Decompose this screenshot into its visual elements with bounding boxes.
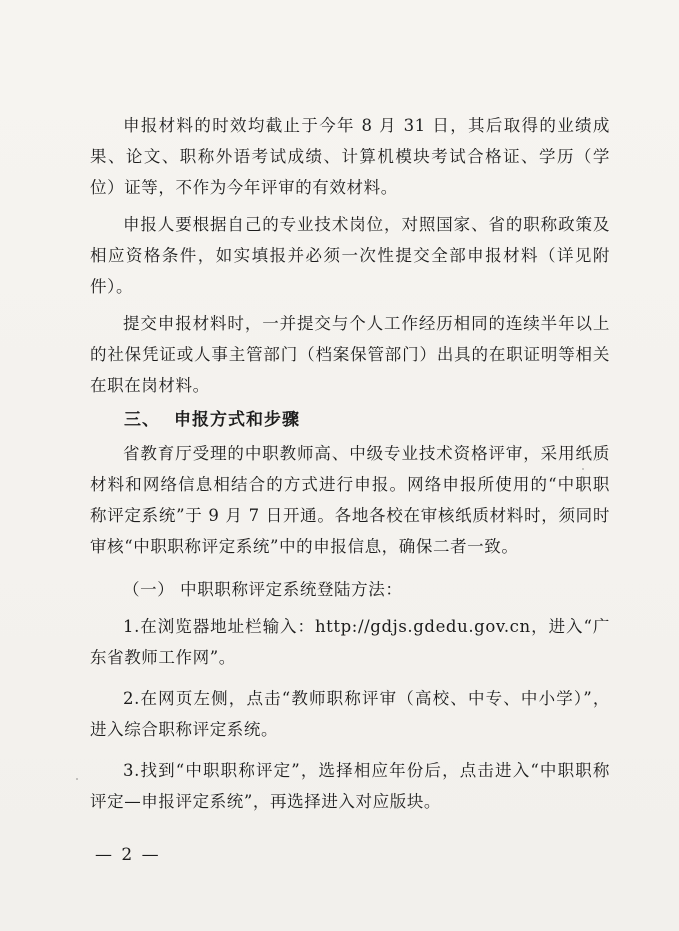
document-body <box>90 108 610 817</box>
scan-speck <box>76 778 78 780</box>
subheading-login-method: （一） 中职职称评定系统登陆方法： <box>123 580 403 599</box>
paragraph-deadline: 申报材料的时效均截止于今年 8 月 31 日，其后取得的业绩成果、论文、职称外语考试成绩、计算机模块考试合格证、学历（学位）证等，不作为今年评审的有效材料。 <box>90 116 610 197</box>
section-title: 申报方式和步骤 <box>174 410 300 430</box>
step-item: 1.在浏览器地址栏输入：http://gdjs.gdedu.gov.cn，进入“广东省教师工作网”。 <box>90 617 610 667</box>
paragraph-social-security: 提交申报材料时，一并提交与个人工作经历相同的连续半年以上的社保凭证或人事主管部门（档案保管部门）出具的在职证明等相关在职在岗材料。 <box>90 314 610 395</box>
section-heading <box>90 405 610 436</box>
step-item: 3.找到“中职职称评定”，选择相应年份后，点击进入“中职职称评定—申报评定系统”，再选择进入对应版块。 <box>90 761 610 811</box>
scan-speck <box>582 468 584 470</box>
step-item: 2.在网页左侧，点击“教师职称评审（高校、中专、中小学）”，进入综合职称评定系统。 <box>90 689 610 739</box>
paragraph-section-intro: 省教育厅受理的中职教师高、中级专业技术资格评审，采用纸质材料和网络信息相结合的方式进行申报。网络申报所使用的“中职职称评定系统”于 9 月 7 日开通。各地各校在审核纸质材料时，须同时审核“中职职称评定系统”中的申报信息，确保二者一致。 <box>90 444 610 556</box>
page-number: — 2 — <box>95 845 161 865</box>
section-number: 三、 <box>124 410 160 430</box>
paragraph-requirement: 申报人要根据自己的专业技术岗位，对照国家、省的职称政策及相应资格条件，如实填报并必须一次性提交全部申报材料（详见附件）。 <box>90 215 610 296</box>
